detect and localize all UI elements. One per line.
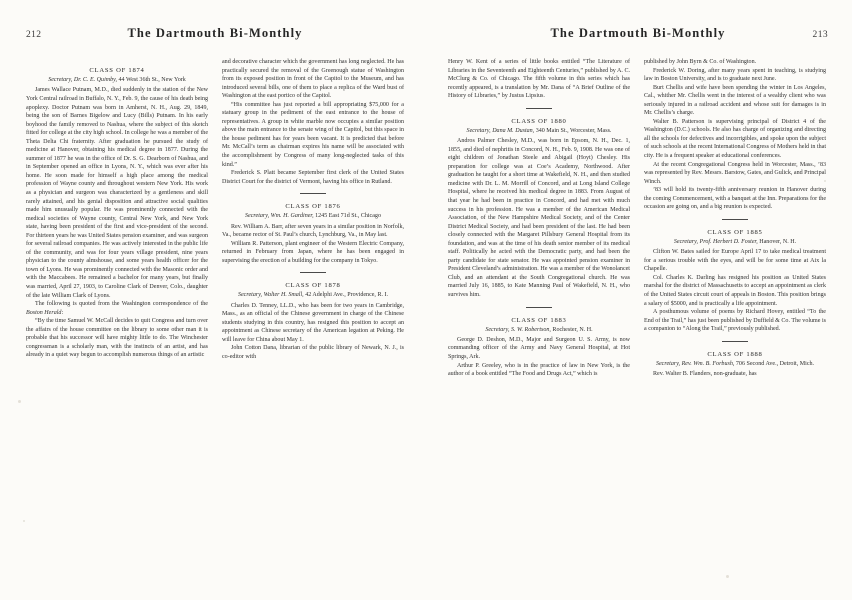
paragraph-bates: Clifton W. Bates sailed for Europe April 17 to take medical treatment for a serious trouble with the eyes, and will be for some time at Aix la Chapelle. bbox=[644, 249, 826, 273]
section-divider-rule-6 bbox=[722, 341, 748, 342]
secretary-name-1876: Wm. H. Gardiner, bbox=[270, 213, 314, 220]
paragraph-flanders: Rev. Walter B. Flanders, non-graduate, has bbox=[653, 371, 757, 378]
secretary-address-1880: 340 Main St., Worcester, Mass. bbox=[535, 127, 612, 134]
paragraph-deshon: George D. Deshon, M.D., Major and Surgeon U. S. Army, is now commanding officer of the Army and Navy General Hospital, at Hot Springs, Ark. bbox=[448, 336, 630, 361]
secretary-line-1888 bbox=[644, 360, 826, 368]
paragraph-chesley-obituary: Andros Palmer Chesley, M.D., was born in Epsom, N. H., Dec. 1, 1855, and died of nephritis in Concord, N. H., Feb. 9, 1908. He was one of eight children of Jonathan Steele and Abigail (Hoyt) Chesley. His preparation for college was at Coe’s Academy, Northwood. After graduation he taught for a short time at Wakefield, N. H., and then studied medicine with Dr. L. M. Morrill of Concord, and at Long Island College Hospital, where he received his medical degree in 1883. From August of that year he had been in practice in Concord, and had met with much success in his profession. He was a member of the American Medical Association, of the New Hampshire Medical Society, and of the Center District Medical Society, and had been president of the last. He had been closely connected with the Margaret Pillsbury General Hospital from its foundation, and was at the time of his death senior member of its medical staff. Politically he acted with the Democratic party, and had been the party candidate for state senator. He was appointed pension examiner in President Cleveland’s administration. He was a member of the Wonolancet Club, and an attendant at the South Congregational church. He was married July 16, 1885, to Kate Manning Paul of Wakefield, N. H., who survives him. bbox=[448, 138, 630, 298]
secretary-name: Dr. C. E. Quimby, bbox=[73, 77, 117, 83]
columns-left-page bbox=[26, 58, 404, 604]
paragraph-congregational-congress: At the recent Congregational Congress held in Worcester, Mass., ’83 was represented by Rev. Messrs. Barstow, Gates, and Gulick, and Principal Winch. bbox=[644, 161, 826, 185]
class-heading-1885: CLASS OF 1885 bbox=[707, 228, 763, 236]
running-title-right: The Dartmouth Bi-Monthly bbox=[550, 26, 726, 40]
secretary-line-1878 bbox=[222, 291, 404, 299]
secretary-name-1880: Dana M. Dustan, bbox=[492, 127, 535, 134]
secretary-name-1888: Rev. Wm. B. Forbush, bbox=[681, 360, 735, 367]
paragraph-tenney: Charles D. Tenney, LL.D., who has been for two years in Cambridge, Mass., as an official of the Chinese government in charge of the Chinese students studying in this country, has resigned this position to accept an appointment as Chinese secretary of the American legation at Peking. He will leave for China about May 1. bbox=[222, 302, 404, 343]
paragraph-greeley: Arthur P. Greeley, who is in the practice of law in New York, is the author of a book entitled “The Food and Drugs Act,” which is bbox=[448, 362, 630, 378]
paragraph-patterson-district: Walter B. Patterson is supervising principal of District 4 of the Washington (D.C.) schools. He also has charge of organizing and directing all the schools for defectives and incorrigibles, and spoke upon the subject of such schools at the recent International Congress of Mothers held in that city. He is a frequent speaker at educational conferences. bbox=[644, 118, 826, 160]
secretary-name-1885: Prof. Herbert D. Foster, bbox=[699, 238, 758, 245]
secretary-line-1885 bbox=[644, 238, 826, 246]
secretary-address-1876: 1245 East 71d St., Chicago bbox=[315, 213, 381, 220]
paragraph-reunion: ’83 will hold its twenty-fifth anniversary reunion in Hanover during the coming Commencement, with a banquet at the Inn. Preparations for the occasion are going on, and a big reunion is expected. bbox=[644, 187, 826, 211]
secretary-address-1883: Rochester, N. H. bbox=[552, 326, 593, 333]
running-head-right bbox=[448, 26, 828, 46]
secretary-address: 44 West 36th St., New York bbox=[118, 77, 186, 83]
columns-right-page bbox=[448, 58, 828, 604]
secretary-label-1885: Secretary, bbox=[673, 238, 698, 245]
section-divider-rule-2 bbox=[300, 272, 326, 273]
page-number-right: 213 bbox=[812, 30, 828, 40]
paragraph-doring: Frederick W. Doring, after many years spent in teaching, is studying law in Boston University, and is to graduate next June. bbox=[644, 67, 826, 83]
column-1 bbox=[26, 58, 208, 604]
class-heading-1876: CLASS OF 1876 bbox=[285, 203, 341, 211]
column-3 bbox=[448, 58, 630, 604]
secretary-label-1878: Secretary, bbox=[237, 292, 263, 299]
column-2 bbox=[222, 58, 404, 604]
secretary-name-1878: Walter H. Small, bbox=[263, 292, 304, 299]
paragraph-committee-quote: “His committee has just reported a bill appropriating $75,000 for a statuary group in the pediment of the east entrance to the house of representatives. A group in white marble now occupies a similar position above the main entrance to the senate wing of the Capitol, but this space in the house pediment has for years been vacant. It is predicted that before Mr. McCall’s term as chairman expires his name will be associated with the accomplishment by Congress of many long-neglected tasks of this kind.” bbox=[222, 101, 404, 168]
class-heading-1874: CLASS OF 1874 bbox=[89, 67, 145, 74]
class-heading-1878: CLASS OF 1878 bbox=[285, 282, 341, 290]
section-divider-rule-4 bbox=[526, 307, 552, 308]
paper-speck bbox=[18, 400, 21, 403]
secretary-label-1876: Secretary, bbox=[245, 213, 270, 220]
class-heading-1888: CLASS OF 1888 bbox=[707, 350, 763, 358]
page-number-left: 212 bbox=[26, 30, 42, 40]
secretary-label-1880: Secretary, bbox=[466, 127, 491, 134]
paragraph-barr: Rev. William A. Barr, after seven years in a similar position in Norfolk, Va., became rector of St. Paul’s church, Lynchburg, Va., in May last. bbox=[222, 223, 404, 239]
class-heading-1883: CLASS OF 1883 bbox=[511, 316, 567, 324]
section-divider-rule-5 bbox=[722, 219, 748, 220]
secretary-address-1888: 706 Second Ave., Detroit, Mich. bbox=[735, 360, 815, 367]
paper-speck bbox=[23, 520, 25, 522]
running-head-left bbox=[26, 26, 404, 46]
paragraph-boston-herald-intro bbox=[26, 300, 208, 317]
boston-herald-title: Boston Herald bbox=[26, 309, 62, 316]
paragraph-dana-cont: Henry W. Kent of a series of little books entitled “The Literature of Libraries in the Seventeenth and Eighteenth Centuries,” published by A. C. McClurg & Co. of Chicago. The fifth volume in this series which has recently appeared, is a translation by Mr. Dana of “A Brief Outline of the History of Libraries,” by Justus Lipsius. bbox=[448, 59, 630, 100]
paragraph-putnam: James Wallace Putnam, M.D., died suddenly in the station of the New York Central railroad in Buffalo, N. Y., Feb. 9, the cause of his death being apoplexy. Doctor Putnam was born in Amherst, N. H., Aug. 29, 1849, being the son of Barnes Bigelow and Lucy (Bills) Putnam. In his early boyhood the family removed to Nashua, where the subject of this sketch fitted for college at the city high school. In college he was a member of the Theta Delta Chi fraternity. After graduation he pursued the study of medicine at Hanover, obtaining his medical degree in 1877. During the summer of 1877 he was in the office of Dr. S. G. Dearborn of Nashua, and in September opened an office in Lyons, N. Y., which was ever after his home. He soon made for himself a high place among the medical profession of Wayne county and throughout western New York. His work as a physician and surgeon was characterized by a gentleness and skill rarely attained, and his genial disposition and attractive social qualities made him unusually popular. He was prominently connected with the medical societies of Wayne county, Central New York, and New York state, having been president of the first and vice-president of the second. For thirteen years he was United States pension examiner, and was surgeon for several railroad companies. He was actively interested in the public life of the community, and was for four years village president, nine years physician to the county almshouse, and some years health officer for the town of Lyons. He was prominently connected with the Masonic order and with the Maccabees. He remained a bachelor for many years, but finally was married, April 27, 1903, to Caroline Clark of Denver, Colo., daughter of the late William Clark of Lyons. bbox=[26, 87, 208, 299]
secretary-line-1874 bbox=[26, 76, 208, 84]
secretary-address-1878: 42 Adelphi Ave., Providence, R. I. bbox=[305, 292, 389, 299]
column-4 bbox=[644, 58, 826, 604]
secretary-line-1880 bbox=[448, 127, 630, 135]
paper-speck bbox=[824, 180, 826, 182]
page-left bbox=[0, 0, 426, 600]
secretary-line-1883 bbox=[448, 326, 630, 334]
secretary-line-1876 bbox=[222, 212, 404, 220]
paragraph-mccall-quote-cont: and decorative character which the government has long neglected. He has practically secured the removal of the Greenough statue of Washington from its exposed position in front of the Capitol to the Museum, and has introduced several bills, one of them to place a replica of the Ward bust of Washington at the east portico of the Capitol. bbox=[222, 59, 404, 100]
paragraph-chellis: Burt Chellis and wife have been spending the winter in Los Angeles, Cal., whither Mr. Chellis went in the interest of a wealthy client who was seriously injured in a railroad accident and whose suit for damages is in Mr. Chellis’s charge. bbox=[644, 84, 826, 117]
paragraph-platt: Frederick S. Platt became September first clerk of the United States District Court for the district of Vermont, having his office in Rutland. bbox=[222, 170, 404, 185]
secretary-label: Secretary, bbox=[48, 77, 73, 83]
secretary-name-1883: S. W. Robertson, bbox=[510, 326, 551, 333]
secretary-address-1885: Hanover, N. H. bbox=[759, 238, 797, 245]
paragraph-greeley-cont: published by John Byrn & Co. of Washington. bbox=[644, 59, 757, 65]
paragraph-dana: John Cotton Dana, librarian of the public library of Newark, N. J., is co-editor with bbox=[222, 345, 404, 361]
secretary-label-1888: Secretary, bbox=[655, 360, 681, 367]
running-title-left: The Dartmouth Bi-Monthly bbox=[127, 26, 303, 40]
paragraph-mccall-quote: “By the time Samuel W. McCall decides to quit Congress and turn over the affairs of the house committee on the library to some other man it is probable that his successor will have mighty little to do. The Winchester congressman is a scholarly man, with the instincts of an artist, and has already in a quiet way begun to accomplish numerous things of an artistic bbox=[26, 318, 208, 359]
section-divider-rule bbox=[300, 193, 326, 194]
paragraph-patterson-tokyo: William R. Patterson, plant engineer of the Western Electric Company, returned in February from Japan, where he has been engaged in supervising the erection of a building for the company in Tokyo. bbox=[222, 240, 404, 264]
page-right bbox=[426, 0, 852, 600]
herald-intro-post: : bbox=[61, 309, 64, 316]
herald-intro-pre: The following is quoted from the Washington correspondence of the bbox=[35, 301, 208, 308]
section-divider-rule-3 bbox=[526, 108, 552, 109]
secretary-label-1883: Secretary, bbox=[485, 326, 510, 333]
paragraph-darling: Col. Charles K. Darling has resigned his position as United States marshal for the district of Massachusetts to accept an appointment as clerk of the United States circuit court of appeals in Boston. This position brings a salary of $5000, and is practically a life appointment. bbox=[644, 274, 826, 307]
class-heading-1880: CLASS OF 1880 bbox=[511, 117, 567, 125]
paragraph-hovey: A posthumous volume of poems by Richard Hovey, entitled “To the End of the Trail,” has just been published by Duffield & Co. The volume is a companion to “Along the Trail,” previously published. bbox=[644, 309, 826, 333]
paper-speck bbox=[726, 575, 729, 578]
